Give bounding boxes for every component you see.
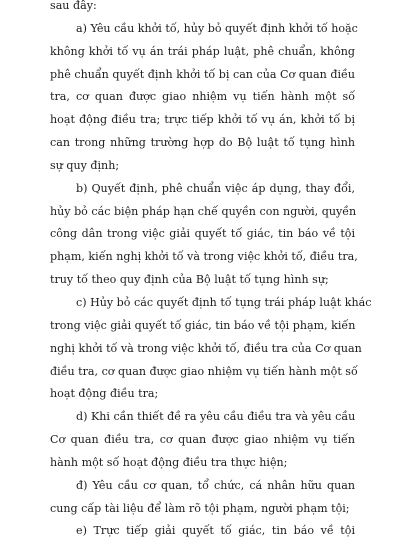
text-line: hoạt động điều tra; (50, 387, 159, 401)
clause-c-line: c) Hủy bỏ các quyết định tố tụng trái pháp luật khác (76, 295, 372, 309)
text-line: trong việc giải quyết tố giác, tin báo về tội phạm, kiến (50, 318, 356, 332)
clause-e-line: e) Trực tiếp giải quyết tố giác, tin báo về tội (76, 524, 355, 538)
text-line: công dân trong việc giải quyết tố giác, tin báo về tội (50, 227, 355, 241)
clause-b-line: b) Quyết định, phê chuẩn việc áp dụng, thay đổi, (76, 181, 355, 195)
clause-a-line: a) Yêu cầu khởi tố, hủy bỏ quyết định khởi tố hoặc (76, 21, 358, 35)
text-line: nghị khởi tố và trong việc khởi tố, điều tra của Cơ quan (50, 341, 362, 355)
text-line: sau đây: (50, 0, 97, 12)
text-line: hành một số hoạt động điều tra thực hiện; (50, 455, 288, 469)
text-line: Cơ quan điều tra, cơ quan được giao nhiệm vụ tiến (50, 433, 355, 447)
legal-text-body (50, 0, 372, 543)
text-line: can trong những trường hợp do Bộ luật tố tụng hình (50, 136, 355, 150)
text-line: phạm, kiến nghị khởi tố và trong việc khởi tố, điều tra, (50, 250, 358, 264)
text-line: hoạt động điều tra; trực tiếp khởi tố vụ án, khởi tố bị (50, 113, 355, 127)
clause-d-line: d) Khi cần thiết đề ra yêu cầu điều tra và yêu cầu (76, 410, 356, 424)
text-line: không khởi tố vụ án trái pháp luật, phê chuẩn, không (50, 44, 355, 58)
text-line: cung cấp tài liệu để làm rõ tội phạm, người phạm tội; (50, 501, 350, 515)
text-line: phê chuẩn quyết định khởi tố bị can của Cơ quan điều (50, 67, 355, 81)
text-line: tra, cơ quan được giao nhiệm vụ tiến hành một số (50, 90, 355, 104)
text-line: điều tra, cơ quan được giao nhiệm vụ tiến hành một số (50, 364, 358, 378)
clause-dd-line: đ) Yêu cầu cơ quan, tổ chức, cá nhân hữu quan (76, 478, 355, 492)
text-line: sự quy định; (50, 158, 120, 172)
text-line: truy tố theo quy định của Bộ luật tố tụng hình sự; (50, 273, 329, 287)
text-line: hủy bỏ các biện pháp hạn chế quyền con người, quyền (50, 204, 357, 218)
